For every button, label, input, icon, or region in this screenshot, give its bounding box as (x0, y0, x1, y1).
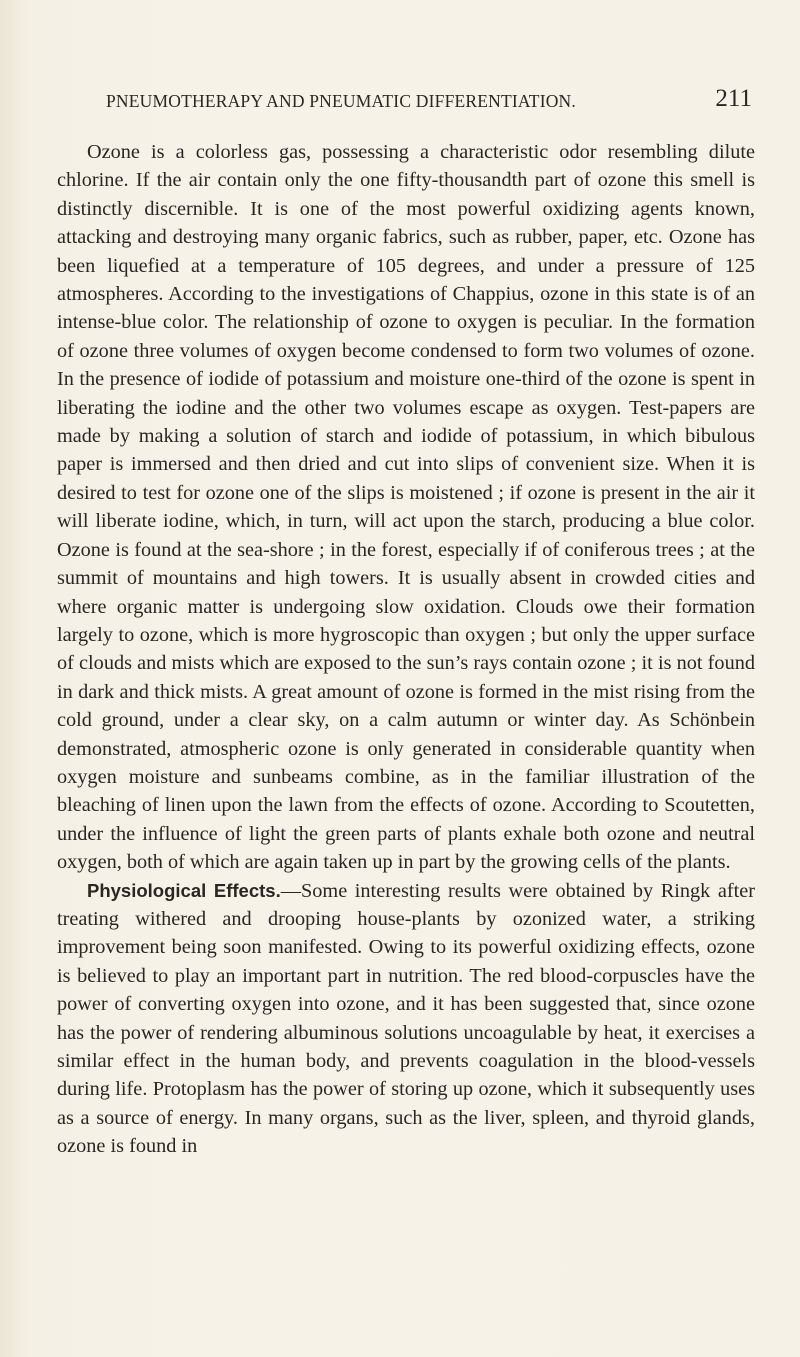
paragraph-text: —Some interesting results were obtained by Ringk after treating withered and drooping house-plants by ozonized water, a striking improvement being soon manifested. Owing to its powerful oxidizing effects, ozone is believed to play an important part in nutrition. The red blood-corpuscles have the power of converting oxygen into ozone, and it has been suggested that, since ozone has the power of rendering albuminous solutions uncoagulable by heat, it exercises a similar effect in the human body, and prevents coagulation in the blood-vessels during life. Protoplasm has the power of storing up ozone, which it subsequently uses as a source of energy. In many organs, such as the liver, spleen, and thyroid glands, ozone is found in (57, 879, 755, 1158)
paragraph-text: Ozone is a colorless gas, possessing a characteristic odor resembling dilute chlorine. If the air contain only the one fifty-thousandth part of ozone this smell is distinctly discernible. It is one of the most powerful oxidizing agents known, attacking and destroying many organic fabrics, such as rubber, paper, etc. Ozone has been liquefied at a temperature of 105 degrees, and under a pressure of 125 atmospheres. According to the investigations of Chappius, ozone in this state is of an intense-blue color. The relationship of ozone to oxygen is peculiar. In the formation of ozone three volumes of oxygen become condensed to form two volumes of ozone. In the presence of iodide of potassium and moisture one-third of the ozone is spent in liberating the iodine and the other two volumes escape as oxygen. Test-papers are made by making a solution of starch and iodide of potassium, in which bibulous paper is immersed and then dried and cut into slips of convenient size. When it is desired to test for ozone one of the slips is moistened ; if ozone is present in the air it will liberate iodine, which, in turn, will act upon the starch, producing a blue color. Ozone is found at the sea-shore ; in the forest, especially if of coniferous trees ; at the summit of mountains and high towers. It is usually absent in crowded cities and where organic matter is undergoing slow oxidation. Clouds owe their formation largely to ozone, which is more hygroscopic than oxygen ; but only the upper surface of clouds and mists which are exposed to the sun’s rays contain ozone ; it is not found in dark and thick mists. A great amount of ozone is formed in the mist rising from the cold ground, under a clear sky, on a calm autumn or winter day. As Schönbein demonstrated, atmospheric ozone is only generated in considerable quantity when oxygen moisture and sunbeams combine, as in the familiar illustration of the bleaching of linen upon the lawn from the effects of ozone. According to Scoutetten, under the influence of light the green parts of plants exhale both ozone and neutral oxygen, both of which are again taken up in part by the growing cells of the plants. (57, 141, 755, 874)
running-head: PNEUMOTHERAPY AND PNEUMATIC DIFFERENTIATION. (106, 91, 576, 111)
section-heading: Physiological Effects. (87, 879, 281, 901)
page-header (106, 85, 752, 119)
page-number: 211 (715, 85, 752, 112)
body-text (57, 138, 755, 1161)
paragraph-ozone-properties (57, 138, 755, 877)
paragraph-physiological-effects (57, 877, 755, 1161)
